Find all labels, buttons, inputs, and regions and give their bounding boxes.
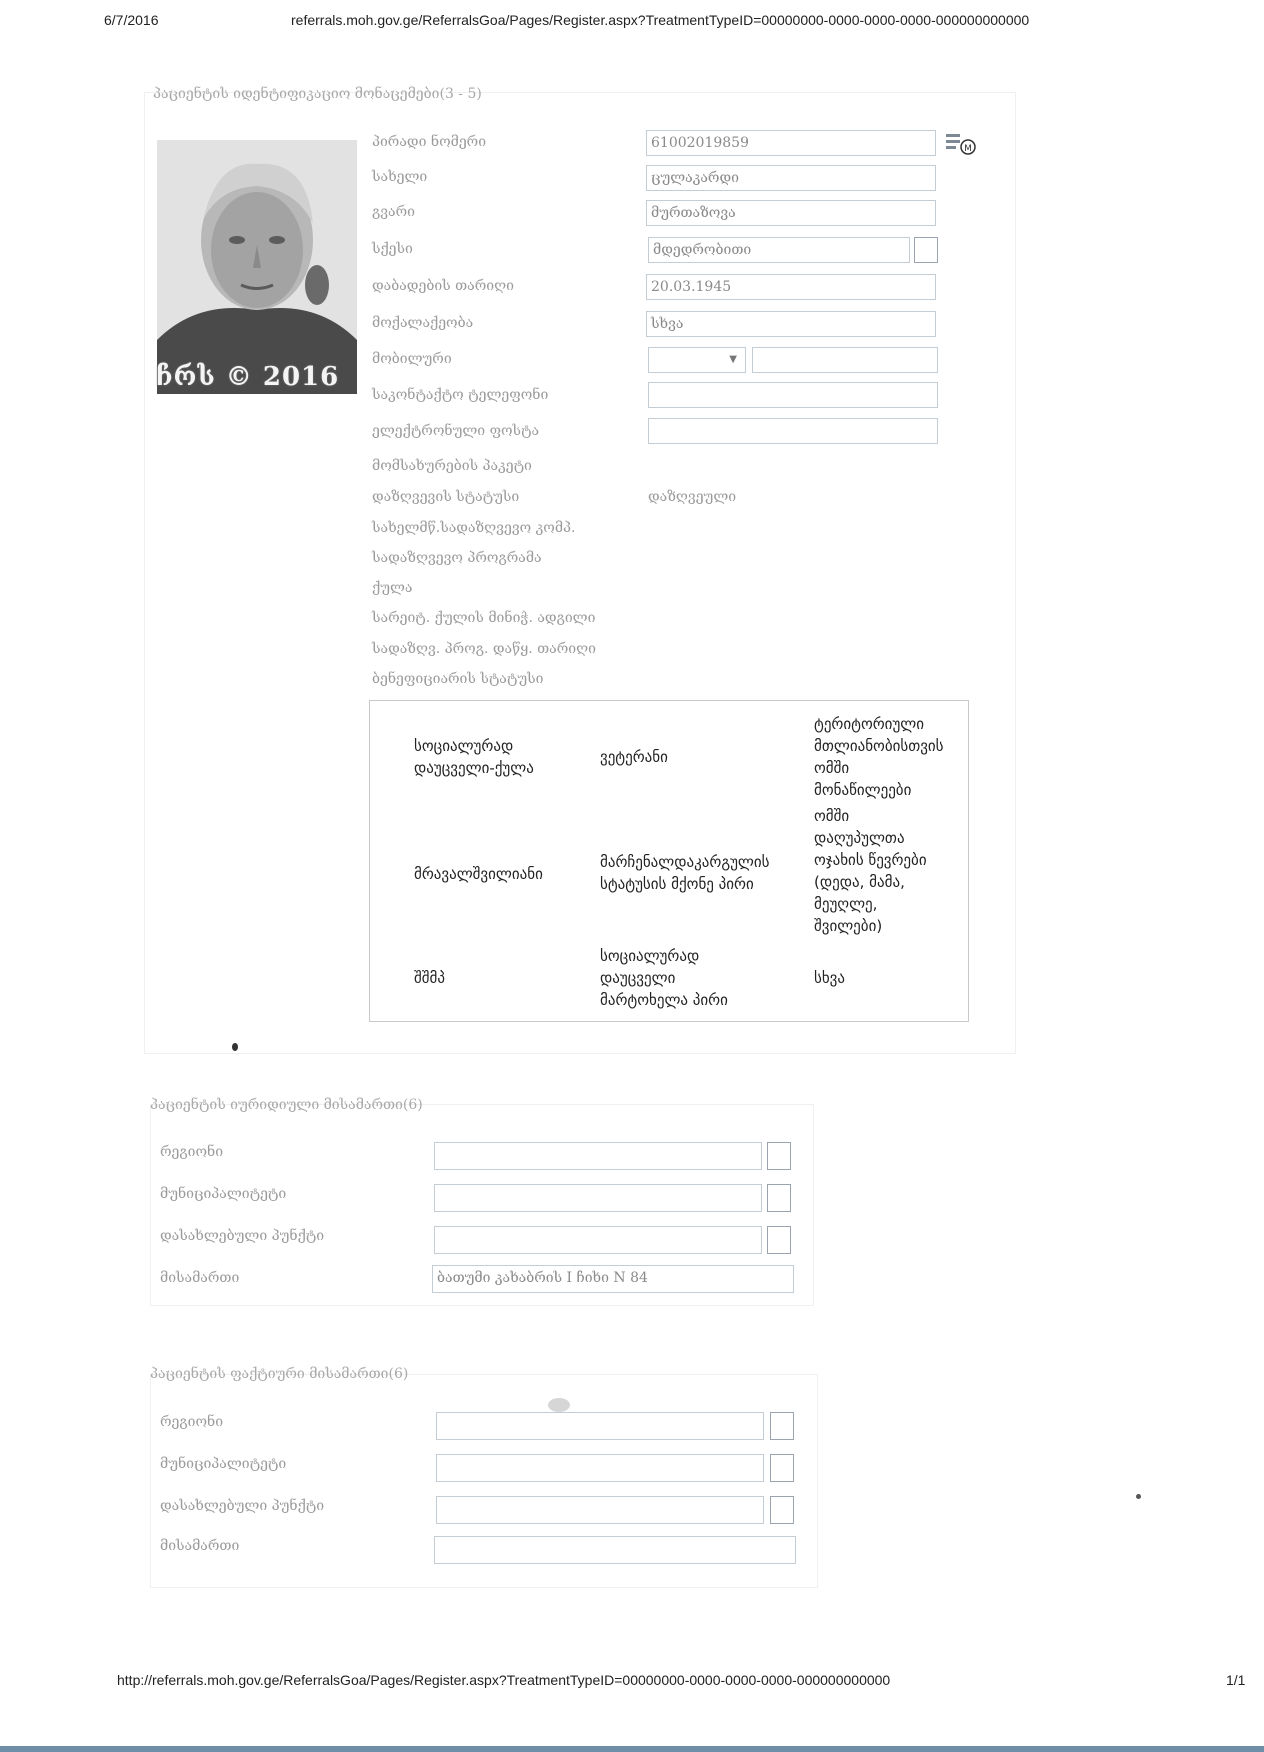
print-page-number: 1/1 — [1226, 1672, 1246, 1688]
actual-settlement-dropdown-button[interactable] — [770, 1496, 794, 1524]
beneficiary-category: შშმპ — [414, 969, 445, 987]
actual-region-label: რეგიონი — [160, 1414, 224, 1430]
first-name-field[interactable]: ცულაკარდი — [646, 165, 936, 191]
legal-address-section-title: პაციენტის იურიდიული მისამართი(6) — [150, 1097, 423, 1113]
print-date: 6/7/2016 — [104, 12, 159, 28]
scan-speck — [232, 1043, 238, 1051]
birth-date-label: დაბადების თარიღი — [372, 278, 514, 294]
insurance-company-label: სახელმწ.სადაზღვევო კომპ. — [372, 520, 576, 536]
actual-municipality-dropdown-button[interactable] — [770, 1454, 794, 1482]
legal-address-field[interactable]: ბათუმი კახაბრის I ჩიხი N 84 — [432, 1265, 794, 1293]
personal-number-field[interactable]: 61002019859 — [646, 130, 936, 156]
citizenship-label: მოქალაქეობა — [372, 315, 474, 331]
identification-section-title: პაციენტის იდენტიფიკაციო მონაცემები(3 - 5) — [153, 86, 482, 102]
gender-field[interactable]: მდედრობითი — [648, 237, 910, 263]
gender-label: სქესი — [372, 241, 413, 257]
mobile-prefix-select[interactable] — [648, 347, 746, 373]
last-name-label: გვარი — [372, 204, 415, 220]
legal-settlement-dropdown-button[interactable] — [767, 1226, 791, 1254]
svg-text:M: M — [964, 144, 972, 154]
scan-edge-bar — [0, 1746, 1264, 1752]
actual-address-section-title: პაციენტის ფაქტიური მისამართი(6) — [150, 1366, 409, 1382]
legal-address-label: მისამართი — [160, 1270, 240, 1286]
chevron-down-icon: ▼ — [729, 354, 737, 365]
legal-municipality-select[interactable] — [434, 1184, 762, 1212]
beneficiary-status-table — [369, 700, 969, 1022]
beneficiary-category: ტერიტორიული მთლიანობისთვის ომში მონაწილეები — [814, 715, 944, 799]
photo-watermark: ჩრს © 2016 — [156, 362, 340, 392]
actual-municipality-label: მუნიციპალიტეტი — [160, 1456, 287, 1472]
print-header-url: referrals.moh.gov.ge/ReferralsGoa/Pages/Register.aspx?TreatmentTypeID=00000000-0000-0000-0000-000000000000 — [291, 12, 1030, 28]
beneficiary-category: ომში დაღუპულთა ოჯახის წევრები (დედა, მამა, მეუღლე, შვილები) — [814, 807, 927, 935]
beneficiary-category: ვეტერანი — [600, 748, 668, 766]
actual-settlement-label: დასახლებული პუნქტი — [160, 1498, 325, 1514]
birth-date-field[interactable]: 20.03.1945 — [646, 274, 936, 300]
beneficiary-category: სოციალურად დაუცველი-ქულა — [414, 737, 534, 777]
program-start-date-label: სადაზღვ. პროგ. დაწყ. თარიღი — [372, 641, 596, 657]
scan-speck — [1136, 1494, 1141, 1499]
patient-photo — [157, 140, 357, 394]
beneficiary-category: მრავალშვილიანი — [414, 865, 543, 883]
mobile-number-field[interactable] — [752, 347, 938, 373]
gender-dropdown-button[interactable] — [914, 237, 938, 263]
search-person-icon[interactable] — [944, 131, 978, 157]
legal-municipality-dropdown-button[interactable] — [767, 1184, 791, 1212]
insurance-status-value: დაზღვეული — [648, 489, 737, 505]
contact-phone-label: საკონტაქტო ტელეფონი — [372, 387, 549, 403]
service-package-label: მომსახურების პაკეტი — [372, 458, 532, 474]
email-field[interactable] — [648, 418, 938, 444]
legal-region-select[interactable] — [434, 1142, 762, 1170]
citizenship-field[interactable]: სხვა — [646, 311, 936, 337]
actual-address-field[interactable] — [434, 1536, 796, 1564]
actual-settlement-select[interactable] — [436, 1496, 764, 1524]
mobile-label: მობილური — [372, 351, 452, 367]
insurance-status-label: დაზღვევის სტატუსი — [372, 489, 520, 505]
portrait-image — [157, 140, 357, 394]
score-label: ქულა — [372, 580, 413, 596]
scan-speck — [548, 1398, 570, 1412]
beneficiary-category: სოციალურად დაუცველი მარტოხელა პირი — [600, 947, 728, 1009]
legal-region-dropdown-button[interactable] — [767, 1142, 791, 1170]
insurance-program-label: სადაზღვევო პროგრამა — [372, 550, 542, 566]
beneficiary-status-label: ბენეფიციარის სტატუსი — [372, 671, 544, 687]
actual-region-dropdown-button[interactable] — [770, 1412, 794, 1440]
rating-place-label: სარეიტ. ქულის მინიჭ. ადგილი — [372, 610, 596, 626]
beneficiary-category: მარჩენალდაკარგულის სტატუსის მქონე პირი — [600, 853, 770, 893]
first-name-label: სახელი — [372, 169, 428, 185]
actual-municipality-select[interactable] — [436, 1454, 764, 1482]
last-name-field[interactable]: მურთაზოვა — [646, 200, 936, 226]
legal-region-label: რეგიონი — [160, 1144, 224, 1160]
personal-number-label: პირადი ნომერი — [372, 134, 487, 150]
beneficiary-category: სხვა — [814, 969, 845, 987]
contact-phone-field[interactable] — [648, 382, 938, 408]
print-footer-url: http://referrals.moh.gov.ge/ReferralsGoa/Pages/Register.aspx?TreatmentTypeID=00000000-0000-0000-0000-000000000000 — [117, 1672, 891, 1688]
actual-region-select[interactable] — [436, 1412, 764, 1440]
legal-settlement-label: დასახლებული პუნქტი — [160, 1228, 325, 1244]
legal-settlement-select[interactable] — [434, 1226, 762, 1254]
legal-municipality-label: მუნიციპალიტეტი — [160, 1186, 287, 1202]
actual-address-label: მისამართი — [160, 1538, 240, 1554]
email-label: ელექტრონული ფოსტა — [372, 423, 540, 439]
